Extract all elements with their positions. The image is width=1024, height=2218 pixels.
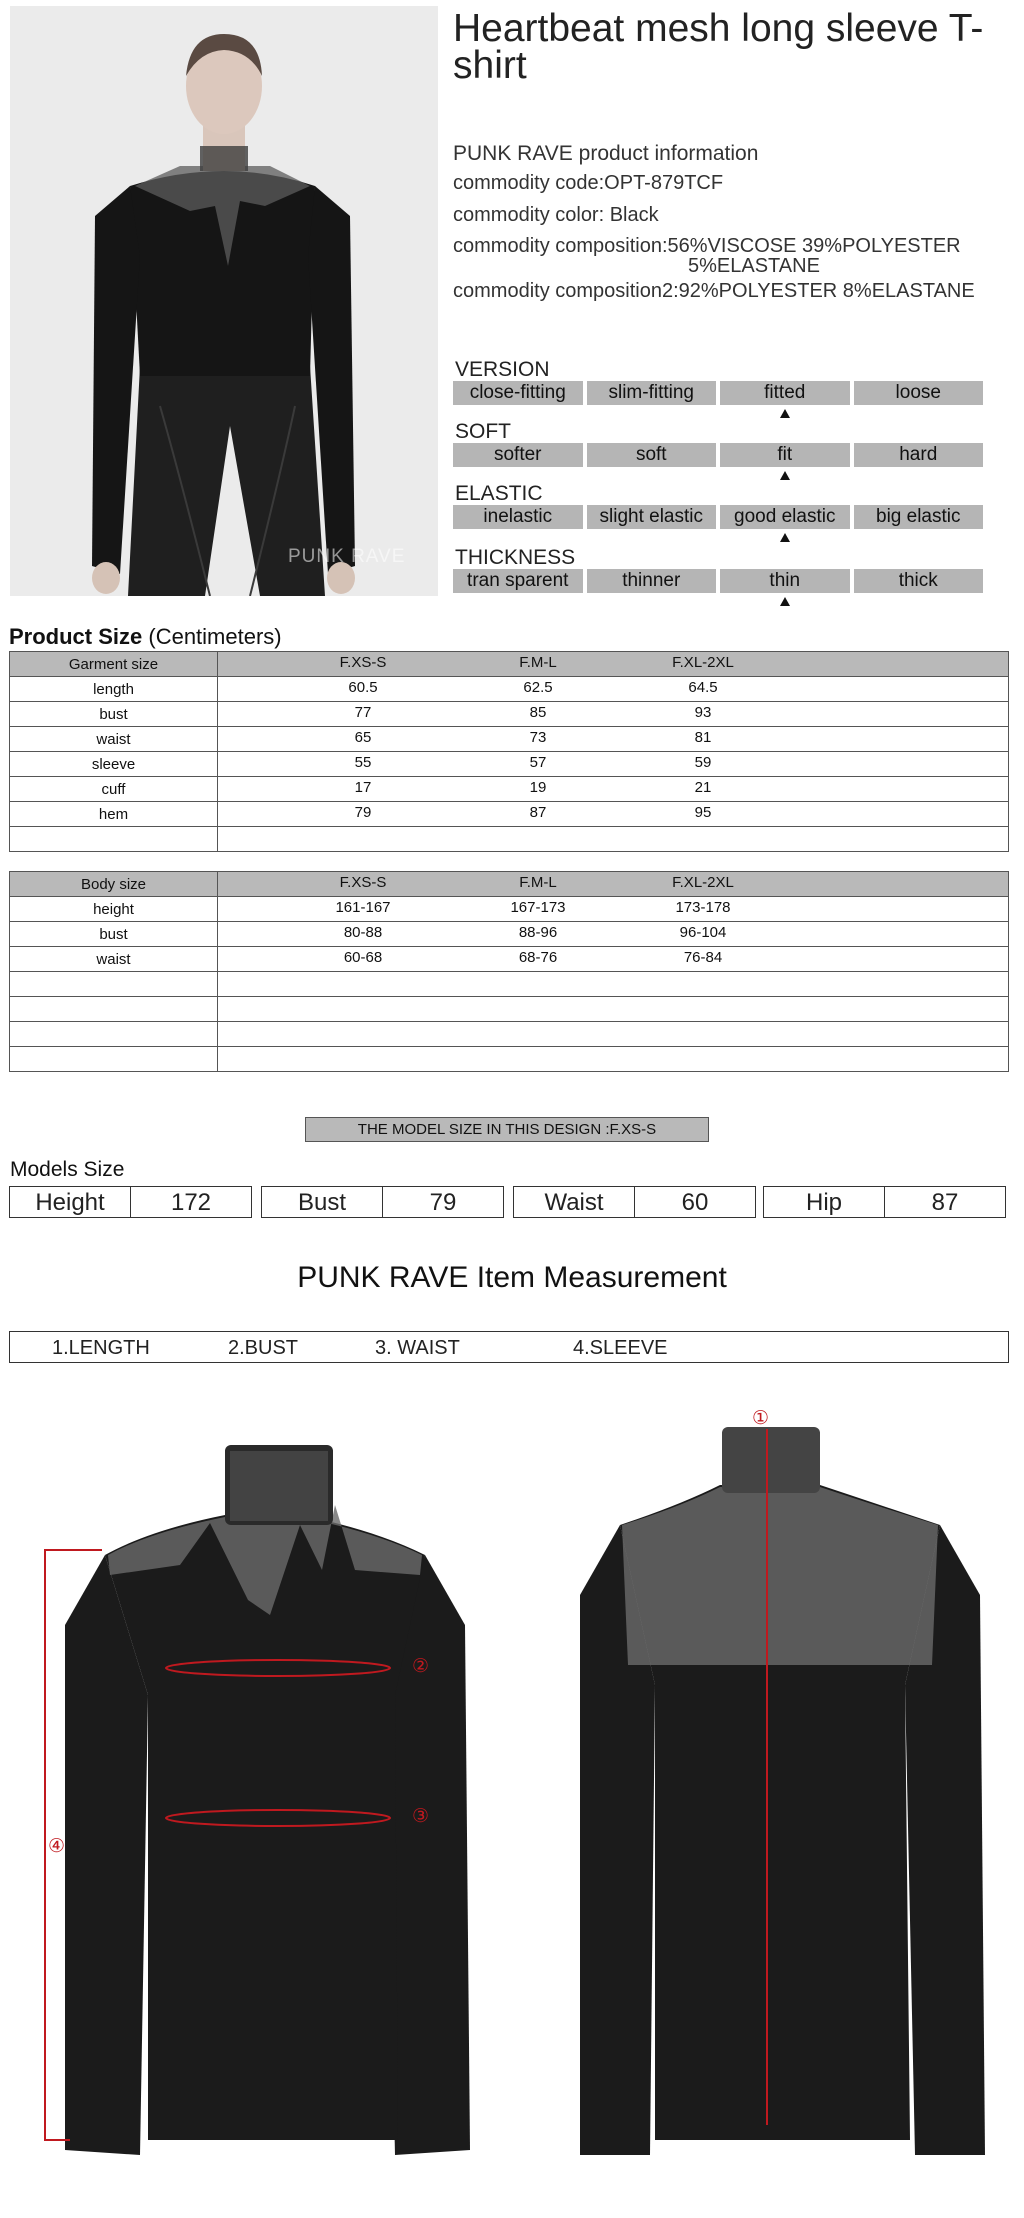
models-size-title: Models Size [10,1158,125,1181]
garment-size-table [9,651,1009,852]
size-value: 79 [354,804,372,821]
garment-back [580,1427,985,2155]
attr-selected-marker [780,471,790,480]
commodity-composition2-row [453,280,975,303]
table-header-sizes [218,872,1009,897]
attr-selected-marker [780,533,790,542]
body-size-table [9,871,1009,1072]
size-value: 73 [529,729,547,746]
row-measure-name: bust [10,922,218,947]
model-hip-label: Hip [805,1189,842,1216]
attr-option: slight elastic [587,505,717,529]
size-value: 19 [529,779,547,796]
row-measure-name [10,997,218,1022]
attr-option: fitted [720,381,850,405]
size-value: 62.5 [523,679,553,696]
garment-front [65,1445,470,2155]
attr-option: loose [854,381,984,405]
model-waist-value: 60 [634,1187,755,1217]
attr-label-0: VERSION [455,358,550,381]
table-row [10,972,1009,997]
commodity-composition-label: commodity composition: [453,235,668,257]
row-measure-name: waist [10,947,218,972]
table-row [10,1047,1009,1072]
size-value: 17 [354,779,372,796]
attr-option: inelastic [453,505,583,529]
model-bust-label: Bust [297,1189,347,1216]
table-row [10,677,1009,702]
size-value: 93 [694,704,712,721]
commodity-color-value: Black [609,204,659,226]
row-values [218,702,1009,727]
attr-option: fit [720,443,850,467]
size-value: 59 [694,754,712,771]
commodity-code-row [453,172,723,195]
table-row [10,777,1009,802]
row-measure-name: bust [10,702,218,727]
model-hip-value: 87 [884,1187,1005,1217]
size-value: 60-68 [343,949,383,966]
size-value: 21 [694,779,712,796]
row-values [218,827,1009,852]
product-size-label: Product Size [9,624,143,649]
table-row [10,727,1009,752]
size-value: 96-104 [679,924,727,941]
table-row [10,897,1009,922]
row-values [218,777,1009,802]
size-value: 87 [529,804,547,821]
attr-option: big elastic [854,505,984,529]
size-value: 161-167 [335,899,391,916]
attr-option: thin [720,569,850,593]
size-value: 88-96 [518,924,558,941]
attr-scale-1 [453,443,983,467]
marker-1: ① [752,1407,770,1429]
product-title: Heartbeat mesh long sleeve T-shirt [453,7,984,87]
attr-scale-2 [453,505,983,529]
row-measure-name: waist [10,727,218,752]
table-row [10,922,1009,947]
model-photo [10,6,438,596]
size-column-header: F.M-L [519,874,557,891]
model-waist-box [513,1186,756,1218]
model-bust-box [261,1186,504,1218]
table-row [10,1022,1009,1047]
row-values [218,922,1009,947]
row-values [218,727,1009,752]
row-values [218,752,1009,777]
row-values [218,972,1009,997]
model-waist-label: Waist [544,1189,604,1216]
size-value: 60.5 [348,679,378,696]
size-value: 85 [529,704,547,721]
size-value: 68-76 [518,949,558,966]
table-header-sizes [218,652,1009,677]
table-row [10,997,1009,1022]
marker-2: ② [412,1655,430,1677]
table-row [10,752,1009,777]
row-values [218,997,1009,1022]
marker-3: ③ [412,1805,430,1827]
model-bust-value: 79 [382,1187,503,1217]
row-values [218,802,1009,827]
size-value: 95 [694,804,712,821]
table-header-name: Body size [10,872,218,897]
row-values [218,897,1009,922]
model-hip-box [763,1186,1006,1218]
attr-option: thinner [587,569,717,593]
product-size-unit: (Centimeters) [148,624,282,649]
attr-option: close-fitting [453,381,583,405]
row-values [218,947,1009,972]
model-height-value: 172 [130,1187,251,1217]
attr-selected-marker [780,409,790,418]
row-values [218,1022,1009,1047]
row-measure-name: height [10,897,218,922]
legend-length: 1.LENGTH [52,1337,150,1359]
size-value: 65 [354,729,372,746]
garment-measurement-diagram [0,1395,1024,2215]
row-measure-name [10,1022,218,1047]
size-column-header: F.XL-2XL [672,654,734,671]
marker-4: ④ [48,1835,66,1857]
table-header-name: Garment size [10,652,218,677]
legend-bust: 2.BUST [228,1337,299,1359]
product-size-title [9,624,282,650]
commodity-composition2-label: commodity composition2: [453,280,679,302]
measurement-title: PUNK RAVE Item Measurement [297,1261,727,1294]
attr-option: tran sparent [453,569,583,593]
size-value: 77 [354,704,372,721]
row-values [218,677,1009,702]
row-measure-name: sleeve [10,752,218,777]
size-value: 173-178 [675,899,731,916]
attr-selected-marker [780,597,790,606]
commodity-code-label: commodity code: [453,172,605,194]
row-measure-name [10,827,218,852]
commodity-composition-value: 56%VISCOSE 39%POLYESTER [667,235,961,257]
row-measure-name [10,972,218,997]
attr-label-3: THICKNESS [455,546,576,569]
size-column-header: F.XL-2XL [672,874,734,891]
photo-watermark: PUNK RAVE [288,546,406,567]
row-measure-name: cuff [10,777,218,802]
attr-label-2: ELASTIC [455,482,543,505]
attr-option: slim-fitting [587,381,717,405]
model-height-box [9,1186,252,1218]
model-size-note: THE MODEL SIZE IN THIS DESIGN :F.XS-S [305,1117,709,1142]
table-row [10,947,1009,972]
size-column-header: F.XS-S [339,874,387,891]
row-measure-name: hem [10,802,218,827]
row-measure-name [10,1047,218,1072]
attr-label-1: SOFT [455,420,511,443]
commodity-color-row [453,204,659,227]
row-values [218,1047,1009,1072]
attr-option: good elastic [720,505,850,529]
size-value: 167-173 [510,899,566,916]
attr-option: thick [854,569,984,593]
attr-option: soft [587,443,717,467]
attr-option: hard [854,443,984,467]
size-value: 81 [694,729,712,746]
legend-sleeve: 4.SLEEVE [573,1337,668,1359]
size-column-header: F.M-L [519,654,557,671]
attr-scale-3 [453,569,983,593]
table-row [10,802,1009,827]
model-height-label: Height [35,1189,105,1216]
commodity-color-label: commodity color: [453,204,605,226]
size-column-header: F.XS-S [339,654,387,671]
attr-scale-0 [453,381,983,405]
size-value: 55 [354,754,372,771]
commodity-composition2-value: 92%POLYESTER 8%ELASTANE [678,280,975,302]
size-value: 80-88 [343,924,383,941]
row-measure-name: length [10,677,218,702]
table-row [10,827,1009,852]
size-value: 76-84 [683,949,723,966]
legend-waist: 3. WAIST [375,1337,460,1359]
table-row [10,702,1009,727]
attr-option: softer [453,443,583,467]
info-heading: PUNK RAVE product information [453,142,759,165]
measurement-legend [9,1331,1009,1363]
commodity-composition-value-2: 5%ELASTANE [688,255,820,277]
size-value: 64.5 [688,679,718,696]
size-value: 57 [529,754,547,771]
commodity-code-value: OPT-879TCF [604,172,724,194]
